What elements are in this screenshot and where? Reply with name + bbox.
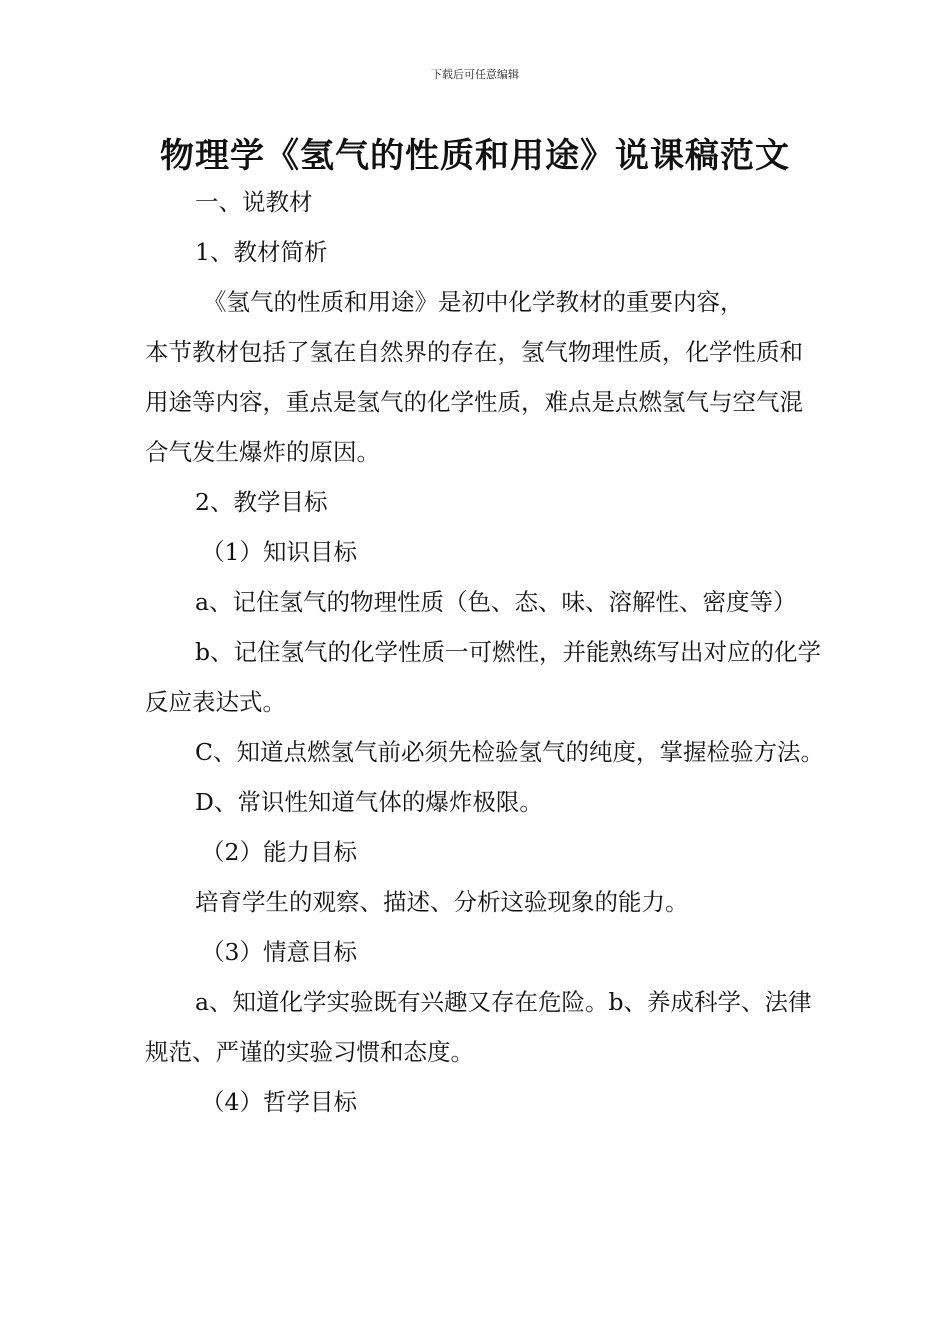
page-title: 物理学《氢气的性质和用途》说课稿范文 xyxy=(160,136,790,176)
goal-heading-emotion: （3）情意目标 xyxy=(201,938,357,966)
goal-heading-knowledge: （1）知识目标 xyxy=(201,538,357,566)
knowledge-goal-d: D、常识性知道气体的爆炸极限。 xyxy=(195,788,543,816)
knowledge-goal-b: b、记住氢气的化学性质一可燃性，并能熟练写出对应的化学反应表达式。 xyxy=(145,638,822,716)
document-body xyxy=(145,177,825,1127)
goal-heading-ability: （2）能力目标 xyxy=(201,838,357,866)
paragraph-intro-line1: 《氢气的性质和用途》是初中化学教材的重要内容， xyxy=(203,288,744,316)
knowledge-goal-a: a、记住氢气的物理性质（色、态、味、溶解性、密度等） xyxy=(195,588,797,616)
section-heading-1: 一、说教材 xyxy=(195,188,313,216)
ability-goal: 培育学生的观察、描述、分析这验现象的能力。 xyxy=(195,888,689,916)
knowledge-goal-c: C、知道点燃氢气前必须先检验氢气的纯度，掌握检验方法。 xyxy=(195,738,824,766)
header-note: 下载后可任意编辑 xyxy=(431,68,519,81)
subsection-heading-textbook-analysis: 1、教材简析 xyxy=(195,238,328,266)
emotion-goal: a、知道化学实验既有兴趣又存在危险。b、养成科学、法律规范、严谨的实验习惯和态度。 xyxy=(145,988,812,1066)
paragraph-intro-rest: 本节教材包括了氢在自然界的存在，氢气物理性质，化学性质和用途等内容，重点是氢气的化学性质，难点是点燃氢气与空气混合气发生爆炸的原因。 xyxy=(145,338,803,466)
goal-heading-philosophy: （4）哲学目标 xyxy=(201,1088,357,1116)
subsection-heading-teaching-goals: 2、教学目标 xyxy=(195,488,328,516)
